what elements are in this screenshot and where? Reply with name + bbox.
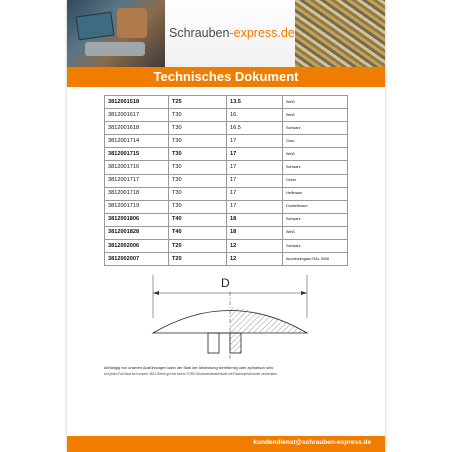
torx-size-cell: T30	[169, 148, 227, 161]
color-cell: Schwarz	[283, 240, 348, 253]
diameter-cell: 18	[227, 213, 283, 226]
dimension-label: D	[221, 276, 230, 290]
diameter-cell: 17	[227, 161, 283, 174]
torx-size-cell: T30	[169, 109, 227, 122]
article-number-cell: 3812002006	[105, 240, 169, 253]
table-row	[105, 109, 348, 122]
table-row	[105, 161, 348, 174]
diameter-cell: 16.5	[227, 122, 283, 135]
diameter-cell: 17	[227, 200, 283, 213]
table-row	[105, 187, 348, 200]
table-row	[105, 240, 348, 253]
tools-photo	[67, 0, 165, 67]
torx-size-cell: T30	[169, 187, 227, 200]
torx-size-cell: T40	[169, 226, 227, 239]
brand-name-part2: -express.de	[229, 26, 295, 40]
color-cell: Schwarz	[283, 161, 348, 174]
table-row	[105, 226, 348, 239]
torx-size-cell: T25	[169, 96, 227, 109]
diameter-cell: 18	[227, 226, 283, 239]
diameter-cell: 17	[227, 148, 283, 161]
diameter-cell: 16.	[227, 109, 283, 122]
cap-profile	[153, 292, 307, 360]
table-row	[105, 135, 348, 148]
article-number-cell: 3812001617	[105, 109, 169, 122]
article-number-cell: 3812001618	[105, 122, 169, 135]
torx-size-cell: T30	[169, 161, 227, 174]
article-number-cell: 3812001715	[105, 148, 169, 161]
torx-size-cell: T20	[169, 253, 227, 266]
diameter-cell: 12	[227, 253, 283, 266]
diameter-cell: 13.5	[227, 96, 283, 109]
diameter-cell: 17	[227, 174, 283, 187]
color-cell: Weiß	[283, 148, 348, 161]
article-number-cell: 3812001714	[105, 135, 169, 148]
table-row	[105, 96, 348, 109]
color-cell: Weiß	[283, 96, 348, 109]
table-row	[105, 174, 348, 187]
logo-area	[165, 0, 295, 67]
footer-bar	[67, 436, 385, 452]
note-torx: Auf jeden Fall lässt sich unsere 3812-Reihe gut mit einem TORX-Steckschlüsseleinsatz mit Flachkopfschraube verwenden.	[104, 372, 278, 376]
document-title: Technisches Dokument	[67, 67, 385, 87]
torx-size-cell: T30	[169, 200, 227, 213]
torx-size-cell: T30	[169, 122, 227, 135]
table-row	[105, 253, 348, 266]
torx-size-cell: T30	[169, 135, 227, 148]
screws-photo	[295, 0, 385, 67]
color-cell: Hellbraun	[283, 187, 348, 200]
brand-name-part1: Schrauben	[169, 26, 230, 40]
table-row	[105, 200, 348, 213]
color-cell: Ocker	[283, 174, 348, 187]
diameter-cell: 17	[227, 135, 283, 148]
article-number-cell: 3812001719	[105, 200, 169, 213]
table-row	[105, 213, 348, 226]
article-number-cell: 3812001806	[105, 213, 169, 226]
article-number-cell: 3812001716	[105, 161, 169, 174]
color-cell: Grau	[283, 135, 348, 148]
color-cell: Aluminiumgrau RAL 9006	[283, 253, 348, 266]
header-banner	[67, 0, 385, 67]
diameter-cell: 17	[227, 187, 283, 200]
contact-email-link[interactable]: kundendienst@schrauben-express.de	[253, 439, 371, 446]
article-number-cell: 3812001718	[105, 187, 169, 200]
article-number-cell: 3812001717	[105, 174, 169, 187]
article-number-cell: 3812002007	[105, 253, 169, 266]
product-table	[104, 95, 348, 266]
color-cell: Dunkelbraun	[283, 200, 348, 213]
torx-size-cell: T30	[169, 174, 227, 187]
article-number-cell: 3812001518	[105, 96, 169, 109]
note-shape: Abhängig von unseren Ausführungen kann der Stab der Abdeckung sternförmig oder zylindrisch sein.	[104, 366, 275, 370]
table-row	[105, 122, 348, 135]
brand-logo	[169, 26, 295, 40]
torx-size-cell: T40	[169, 213, 227, 226]
color-cell: Weiß	[283, 109, 348, 122]
torx-size-cell: T20	[169, 240, 227, 253]
document-page	[67, 0, 385, 452]
color-cell: Schwarz	[283, 213, 348, 226]
color-cell: Weiß	[283, 226, 348, 239]
diameter-cell: 12	[227, 240, 283, 253]
article-number-cell: 3812001828	[105, 226, 169, 239]
table-row	[105, 148, 348, 161]
color-cell: Schwarz	[283, 122, 348, 135]
